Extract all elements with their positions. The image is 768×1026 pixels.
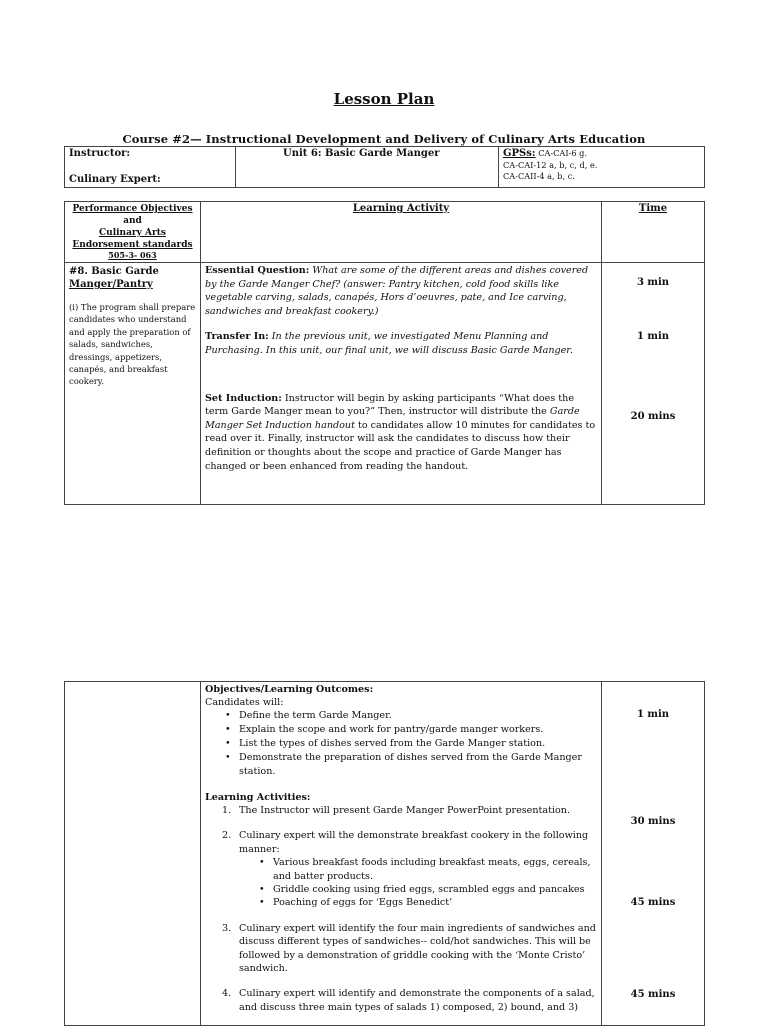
- lesson-table-continued: [64, 681, 705, 1026]
- transfer-in: Transfer In: In the previous unit, we investigated Menu Planning and Purchasing. In this unit, our final unit, we will discuss Basic Garde Manger.: [205, 331, 573, 356]
- culinary-expert-label: Culinary Expert:: [69, 174, 161, 185]
- time-header-cell: [602, 202, 705, 263]
- time-value-6: 45 mins: [630, 897, 676, 908]
- time-value-5: 30 mins: [630, 816, 676, 827]
- col2-header: Learning Activity: [352, 203, 450, 214]
- outcomes-list: [205, 709, 597, 779]
- gps-label: GPSs:: [503, 148, 536, 159]
- candidates-will: Candidates will:: [205, 697, 284, 708]
- header-table: [64, 146, 705, 188]
- course-heading: Course #2— Instructional Development and Delivery of Culinary Arts Education: [122, 132, 646, 146]
- list-item: 1. The Instructor will present Garde Manger PowerPoint presentation.: [222, 805, 571, 816]
- objective-cell-continued: [65, 682, 201, 1026]
- list-item: • Various breakfast foods including breakfast meats, eggs, cereals, and batter products.: [273, 856, 597, 883]
- activity-header-cell: [201, 202, 602, 263]
- gps-line-1: CA-CAI-6 g.: [535, 148, 587, 158]
- time-value-4: 1 min: [636, 709, 670, 720]
- objective-title-1: #8. Basic Garde: [69, 266, 159, 277]
- objective-title-2: Manger/Pantry: [69, 279, 153, 290]
- list-item: 4. Culinary expert will identify and demonstrate the components of a salad, and discuss three main types of salads 1) composed, 2) bound, and 3): [222, 988, 595, 1013]
- gps-cell: [499, 147, 705, 188]
- col1-header-line-3: Culinary Arts: [99, 228, 166, 238]
- time-value-3: 20 mins: [630, 411, 676, 422]
- objectives-label: Objectives/Learning Outcomes:: [205, 684, 374, 695]
- instructor-cell: [65, 147, 236, 188]
- list-item: • Demonstrate the preparation of dishes served from the Garde Manger station.: [239, 751, 597, 779]
- unit-title: Unit 6: Basic Garde Manger: [283, 148, 440, 159]
- breakfast-sub-list: [239, 856, 597, 910]
- time-value-1: 3 min: [636, 277, 670, 288]
- col3-header: Time: [638, 203, 668, 214]
- col1-header-line-5: 505-3- 063: [108, 250, 157, 260]
- page-title: Lesson Plan: [333, 90, 435, 108]
- objective-text: (i) The program shall prepare candidates who understand and apply the preparation of salads, sandwiches, dressings, appetizers, canapés, and breakfast cookery.: [69, 302, 196, 387]
- set-induction: Set Induction: Instructor will begin by asking participants “What does the term Garde Manger mean to you?” Then, instructor will distribute the Garde Manger Set Induction handout to candidates allow 10 minutes for candidates to read over it. Finally, instructor will ask the candidates to discuss how their definition or thoughts about the scope and practice of Garde Manger has changed or been enhanced from reading the handout.: [205, 392, 596, 472]
- activity-cell-continued: [201, 682, 602, 1026]
- activities-label: Learning Activities:: [205, 792, 311, 803]
- list-item: • List the types of dishes served from the Garde Manger station.: [239, 737, 597, 751]
- list-item: 3. Culinary expert will identify the four main ingredients of sandwiches and discuss different types of sandwiches-- cold/hot sandwiches. This will be followed by a demonstration of griddle cooking with the ‘Monte Cristo’ sandwich.: [222, 922, 596, 975]
- activity-cell: [201, 263, 602, 505]
- list-item: • Define the term Garde Manger.: [239, 709, 597, 723]
- col1-header-line-4: Endorsement standards: [72, 240, 193, 250]
- list-item: 2. Culinary expert will the demonstrate breakfast cookery in the following manner: • Various breakfast foods including breakfast meats, eggs, cereals, and batter products. • Griddle cooking using fried eggs, scrambled eggs and pancakes • Poaching of eggs for ‘Eggs Benedict’: [239, 829, 597, 909]
- list-item: • Poaching of eggs for ‘Eggs Benedict’: [273, 896, 597, 909]
- objectives-header-cell: [65, 202, 201, 263]
- time-cell-continued: [602, 682, 705, 1026]
- time-cell: [602, 263, 705, 505]
- time-value-2: 1 min: [636, 331, 670, 342]
- col1-header-line-1: Performance Objectives: [72, 204, 193, 214]
- unit-cell: [236, 147, 499, 188]
- list-item: • Griddle cooking using fried eggs, scrambled eggs and pancakes: [273, 883, 597, 896]
- gps-line-2: CA-CAI-12 a, b, c, d, e.: [503, 160, 598, 170]
- gps-line-3: CA-CAII-4 a, b, c.: [503, 171, 575, 181]
- activities-list: [205, 804, 597, 1014]
- lesson-table: [64, 201, 705, 505]
- list-item: • Explain the scope and work for pantry/garde manger workers.: [239, 723, 597, 737]
- objective-cell: [65, 263, 201, 505]
- col1-header-line-2: and: [123, 216, 142, 226]
- time-value-7: 45 mins: [630, 989, 676, 1000]
- essential-question: Essential Question: What are some of the different areas and dishes covered by the Garde Manger Chef? (answer: Pantry kitchen, cold food skills like vegetable carving, salads, canapés, Hors d’oeuvres, pate, and Ice carving, sandwiches and breakfast cookery.): [205, 265, 589, 317]
- instructor-label: Instructor:: [69, 148, 131, 159]
